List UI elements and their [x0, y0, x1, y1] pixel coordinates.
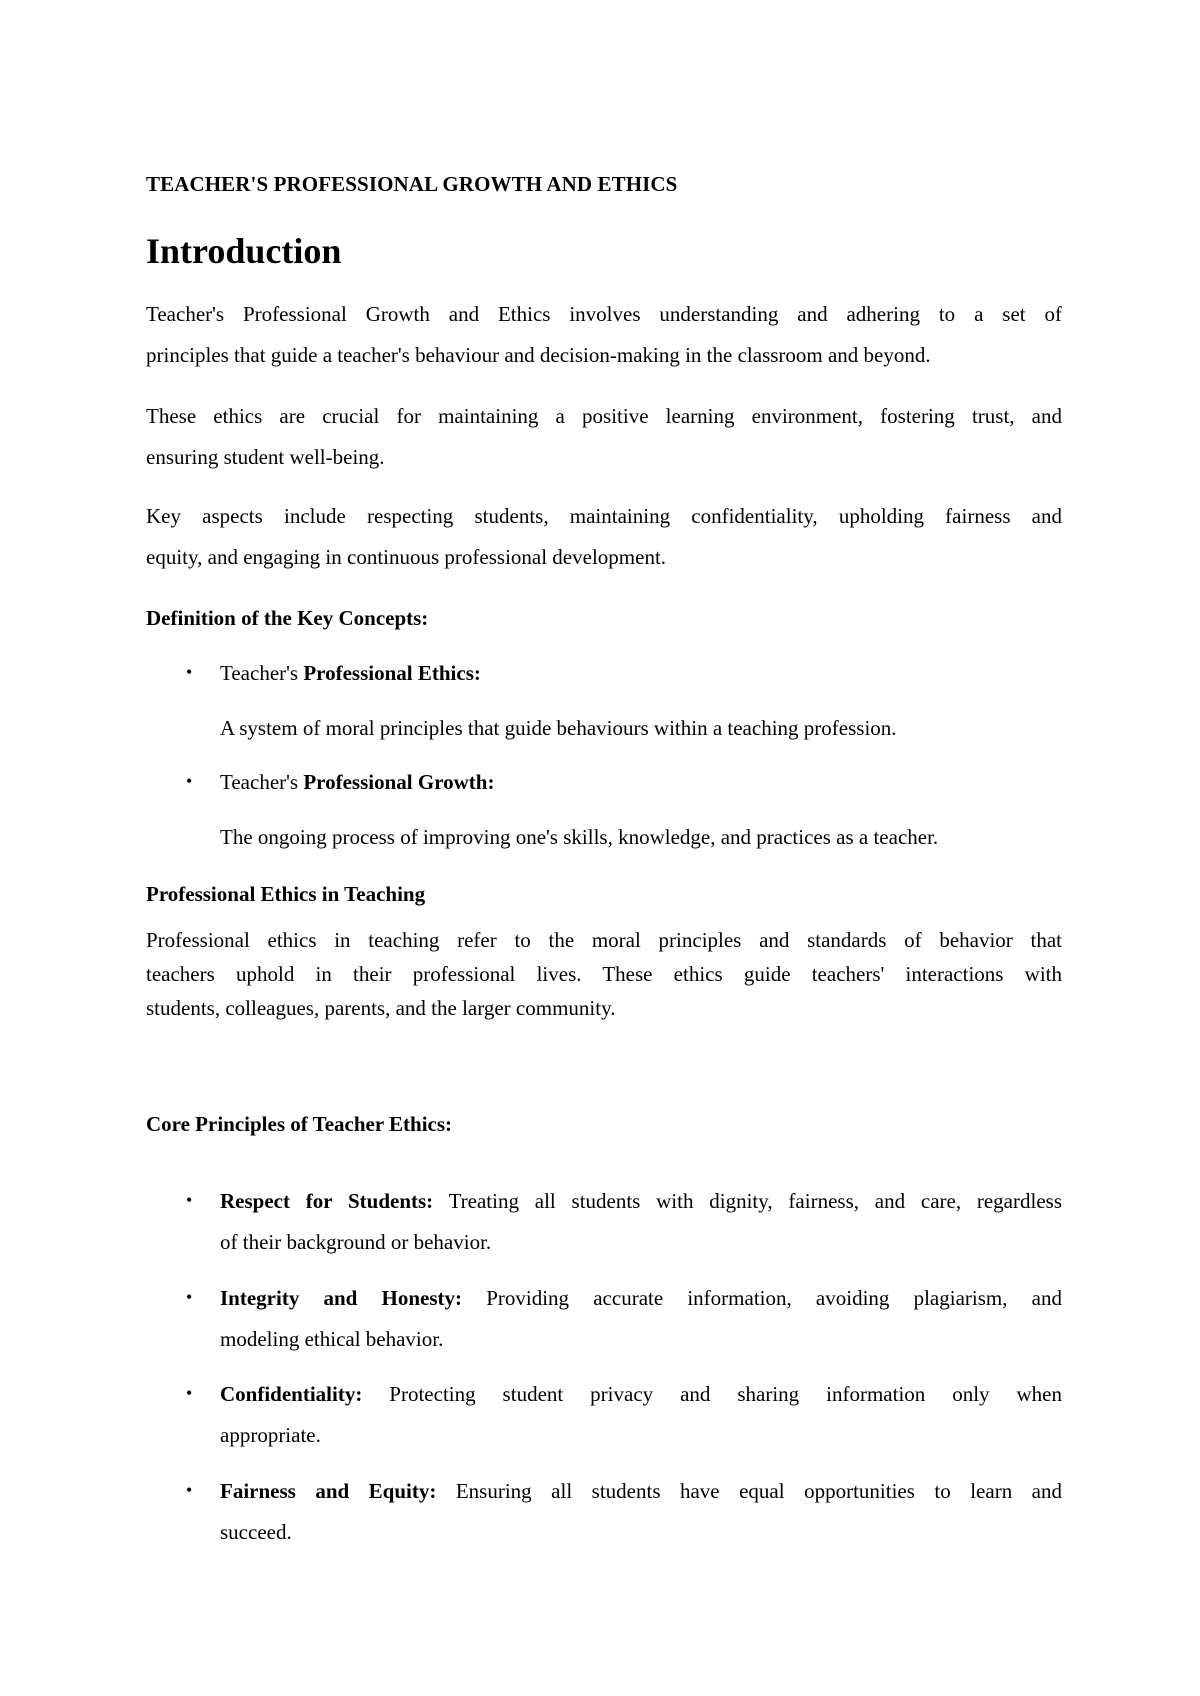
bullet-icon: • [186, 1383, 193, 1403]
intro-paragraph-2-line-1: These ethics are crucial for maintaining a positive learning environment, fostering trust, and [146, 404, 1062, 428]
definition-prefix: Teacher's [220, 661, 304, 685]
principle-text: Ensuring all students have equal opportunities to learn and [436, 1479, 1063, 1503]
intro-paragraph-1-line-1: Teacher's Professional Growth and Ethics involves understanding and adhering to a set of [146, 302, 1062, 326]
principle-term: Confidentiality: [220, 1382, 363, 1406]
principle-term: Integrity and Honesty: [220, 1286, 463, 1310]
definition-term: Professional Growth: [303, 770, 495, 794]
bullet-icon: • [186, 771, 193, 791]
principle-term: Fairness and Equity: [220, 1479, 437, 1503]
intro-paragraph-3-line-2: equity, and engaging in continuous professional development. [146, 545, 667, 569]
principle-text: Treating all students with dignity, fairness, and care, regardless [433, 1189, 1062, 1213]
bullet-icon: • [186, 1190, 193, 1210]
intro-paragraph-2-line-2: ensuring student well-being. [146, 445, 385, 469]
principle-respect-line-1 [220, 1189, 1062, 1214]
ethics-paragraph-line-2: teachers uphold in their professional lives. These ethics guide teachers' interactions with [146, 962, 1062, 986]
principle-integrity-line-2: modeling ethical behavior. [220, 1327, 444, 1351]
bullet-icon: • [186, 1287, 193, 1307]
ethics-paragraph-line-1: Professional ethics in teaching refer to the moral principles and standards of behavior that [146, 928, 1062, 952]
principle-text: Protecting student privacy and sharing information only when [362, 1382, 1062, 1406]
principle-text: Providing accurate information, avoiding plagiarism, and [462, 1286, 1062, 1310]
principle-confidentiality-line-2: appropriate. [220, 1423, 321, 1447]
definition-description: The ongoing process of improving one's skills, knowledge, and practices as a teacher. [220, 825, 939, 849]
document-title: TEACHER'S PROFESSIONAL GROWTH AND ETHICS [146, 172, 678, 196]
core-principles-heading: Core Principles of Teacher Ethics: [146, 1112, 453, 1136]
bullet-icon: • [186, 662, 193, 682]
intro-paragraph-3-line-1: Key aspects include respecting students, maintaining confidentiality, upholding fairness and [146, 504, 1062, 528]
definitions-heading: Definition of the Key Concepts: [146, 606, 429, 630]
introduction-heading: Introduction [146, 231, 342, 271]
principle-fairness-line-2: succeed. [220, 1520, 292, 1544]
definition-item-professional-ethics [220, 661, 481, 686]
principle-confidentiality-line-1 [220, 1382, 1062, 1407]
principle-fairness-line-1 [220, 1479, 1062, 1504]
definition-item-professional-growth [220, 770, 494, 795]
principle-respect-line-2: of their background or behavior. [220, 1230, 492, 1254]
intro-paragraph-1-line-2: principles that guide a teacher's behaviour and decision-making in the classroom and beyond. [146, 343, 931, 367]
definition-prefix: Teacher's [220, 770, 304, 794]
definition-term: Professional Ethics: [303, 661, 481, 685]
principle-integrity-line-1 [220, 1286, 1062, 1311]
ethics-paragraph-line-3: students, colleagues, parents, and the larger community. [146, 996, 616, 1020]
bullet-icon: • [186, 1480, 193, 1500]
ethics-heading: Professional Ethics in Teaching [146, 882, 426, 906]
principle-term: Respect for Students: [220, 1189, 434, 1213]
definition-description: A system of moral principles that guide behaviours within a teaching profession. [220, 716, 897, 740]
